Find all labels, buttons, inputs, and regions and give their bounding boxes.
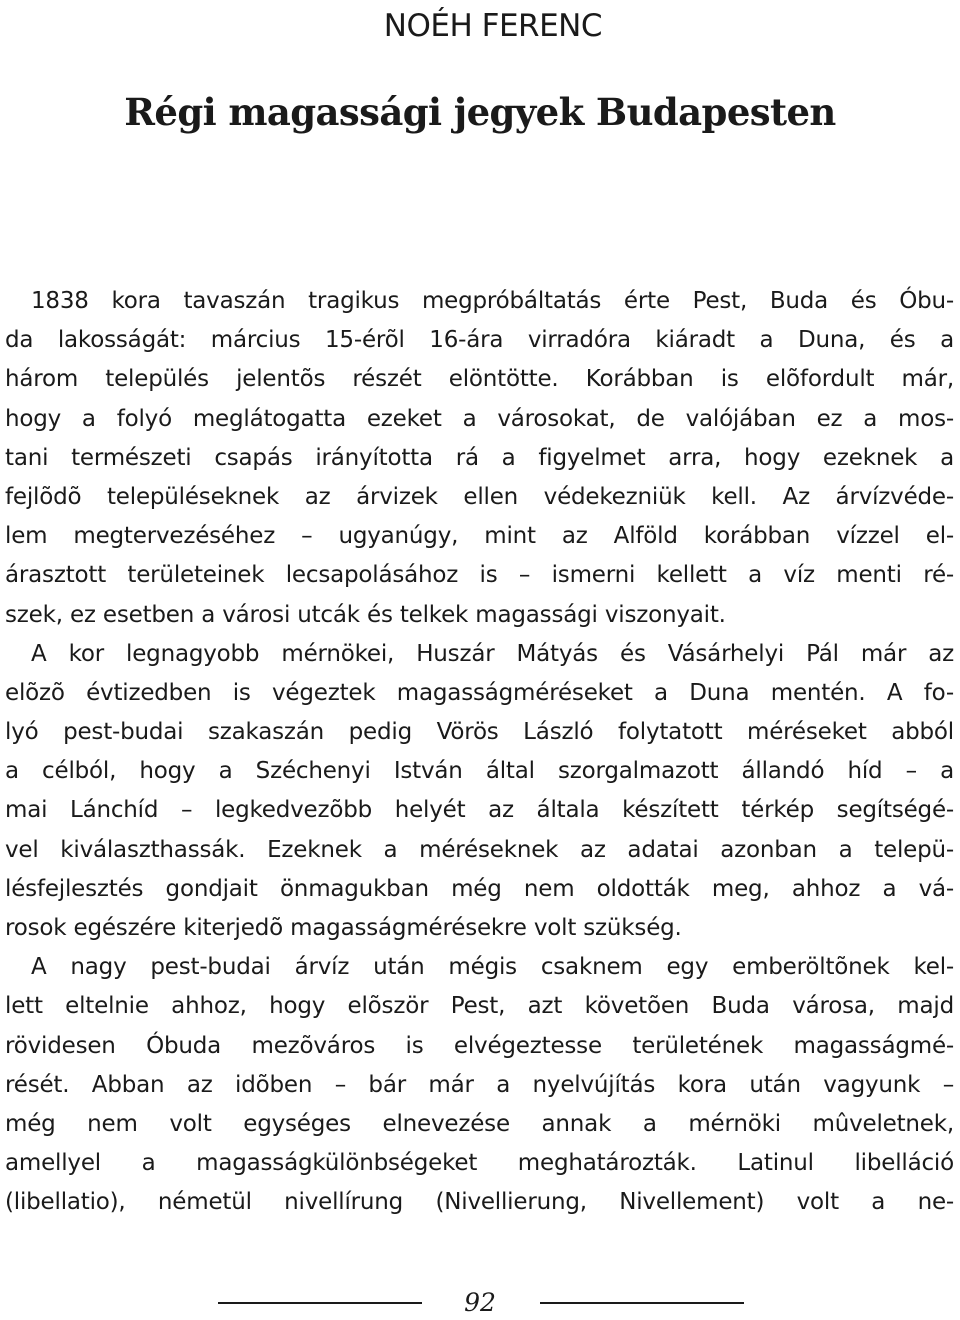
body-line: még nem volt egységes elnevezése annak a mérnöki mûveletnek, <box>5 1110 954 1137</box>
author-name: NOÉH FERENC <box>383 8 602 44</box>
footer-rule-right <box>540 1302 744 1304</box>
article-title: Régi magassági jegyek Budapesten <box>124 90 836 134</box>
body-line: rosok egészére kiterjedõ magasságmérésekre volt szükség. <box>5 915 682 941</box>
body-line: fejlõdõ településeknek az árvizek ellen védekezniük kell. Az árvízvéde- <box>5 483 954 510</box>
body-line: lem megtervezéséhez – ugyanúgy, mint az Alföld korábban vízzel el- <box>5 523 954 550</box>
body-line: lésfejlesztés gondjait önmagukban még nem oldották meg, ahhoz a vá- <box>5 875 954 902</box>
body-line: rését. Abban az idõben – bár már a nyelvújítás kora után vagyunk – <box>5 1071 954 1098</box>
body-line: A nagy pest-budai árvíz után mégis csaknem egy emberöltõnek kel- <box>31 954 954 981</box>
body-line: tani természeti csapás irányította rá a figyelmet arra, hogy ezeknek a <box>5 444 954 471</box>
body-line: a célból, hogy a Széchenyi István által szorgalmazott állandó híd – a <box>5 758 954 785</box>
body-line: lyó pest-budai szakaszán pedig Vörös László folytatott méréseket abból <box>5 719 954 746</box>
footer-rule-left <box>218 1302 422 1304</box>
body-line: A kor legnagyobb mérnökei, Huszár Mátyás és Vásárhelyi Pál már az <box>31 640 954 667</box>
body-line: rövidesen Óbuda mezõváros is elvégeztesse területének magasságmé- <box>5 1032 954 1059</box>
body-line: három település jelentõs részét elöntötte. Korábban is elõfordult már, <box>5 366 954 393</box>
body-line: amellyel a magasságkülönbségeket meghatározták. Latinul libelláció <box>5 1150 954 1177</box>
body-line: lett eltelnie ahhoz, hogy elõször Pest, azt követõen Buda városa, majd <box>5 993 954 1020</box>
body-line: vel kiválaszthassák. Ezeknek a méréseknek az adatai azonban a telepü- <box>5 836 954 863</box>
body-line: mai Lánchíd – legkedvezõbb helyét az általa készített térkép segítségé- <box>5 797 954 824</box>
body-line: hogy a folyó meglátogatta ezeket a városokat, de valójában ez a mos- <box>5 405 954 432</box>
article-body <box>5 282 954 1223</box>
body-line: da lakosságát: március 15-érõl 16-ára virradóra kiáradt a Duna, és a <box>5 327 954 354</box>
page-footer <box>0 1286 960 1316</box>
page-number: 92 <box>464 1288 496 1317</box>
body-line: árasztott területeinek lecsapolásához is – ismerni kellett a víz menti ré- <box>5 562 954 589</box>
body-line: 1838 kora tavaszán tragikus megpróbáltatás érte Pest, Buda és Óbu- <box>31 288 954 314</box>
body-line: szek, ez esetben a városi utcák és telkek magassági viszonyait. <box>5 601 726 628</box>
body-line: (libellatio), németül nivellírung (Nivellierung, Nivellement) volt a ne- <box>5 1189 954 1216</box>
body-line: elõzõ évtizedben is végeztek magasságméréseket a Duna mentén. A fo- <box>5 679 954 706</box>
